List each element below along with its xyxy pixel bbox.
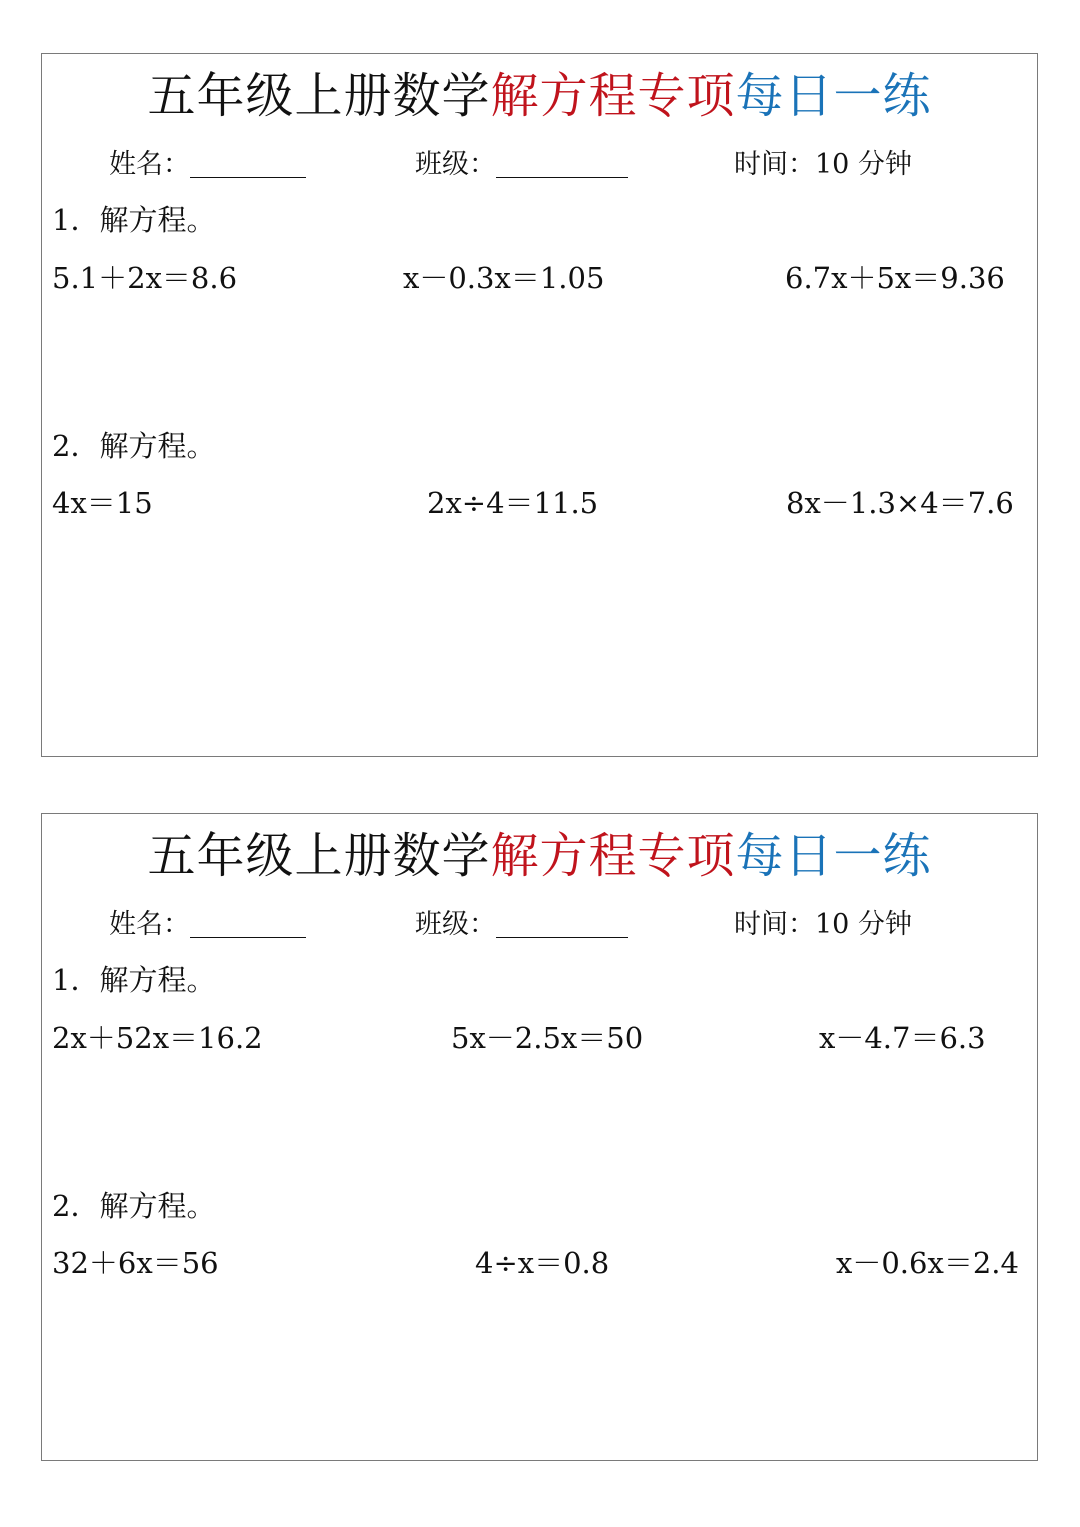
equation: x－0.3x＝1.05 xyxy=(403,261,605,295)
class-blank-line[interactable] xyxy=(496,911,628,938)
worksheet-card-1 xyxy=(41,53,1038,757)
equation: 6.7x＋5x＝9.36 xyxy=(785,261,1005,295)
equation: 5x－2.5x＝50 xyxy=(451,1021,644,1055)
title-part-daily: 每日一练 xyxy=(735,828,932,884)
class-label: 班级： xyxy=(415,909,496,940)
equation: 32＋6x＝56 xyxy=(52,1246,219,1280)
time-value: 10 分钟 xyxy=(815,909,912,940)
class-field[interactable] xyxy=(415,908,628,942)
equation: 5.1＋2x＝8.6 xyxy=(52,261,238,295)
name-label: 姓名： xyxy=(109,909,190,940)
section-heading-2: 2．解方程。 xyxy=(52,429,216,463)
time-label: 时间： xyxy=(734,909,815,940)
time-info xyxy=(734,908,912,942)
equation: 2x＋52x＝16.2 xyxy=(52,1021,263,1055)
equation: x－4.7＝6.3 xyxy=(819,1021,986,1055)
title-part-topic: 解方程专项 xyxy=(490,68,736,124)
title-part-grade: 五年级上册数学 xyxy=(147,828,491,884)
class-label: 班级： xyxy=(415,149,496,180)
name-label: 姓名： xyxy=(109,149,190,180)
title-part-grade: 五年级上册数学 xyxy=(147,68,491,124)
equation: 8x－1.3×4＝7.6 xyxy=(786,486,1014,520)
time-info xyxy=(734,148,912,182)
worksheet-title xyxy=(42,828,1037,884)
time-label: 时间： xyxy=(734,149,815,180)
student-info-row xyxy=(42,148,1037,188)
section-heading-2: 2．解方程。 xyxy=(52,1189,216,1223)
title-part-daily: 每日一练 xyxy=(735,68,932,124)
section-heading-1: 1．解方程。 xyxy=(52,203,216,237)
worksheet-card-2 xyxy=(41,813,1038,1461)
name-field[interactable] xyxy=(109,148,306,182)
equation: 4x＝15 xyxy=(52,486,153,520)
title-part-topic: 解方程专项 xyxy=(490,828,736,884)
name-blank-line[interactable] xyxy=(190,151,306,178)
equation: x－0.6x＝2.4 xyxy=(836,1246,1019,1280)
equation: 4÷x＝0.8 xyxy=(475,1246,610,1280)
section-heading-1: 1．解方程。 xyxy=(52,963,216,997)
class-blank-line[interactable] xyxy=(496,151,628,178)
worksheet-title xyxy=(42,68,1037,124)
time-value: 10 分钟 xyxy=(815,149,912,180)
class-field[interactable] xyxy=(415,148,628,182)
equation: 2x÷4＝11.5 xyxy=(427,486,599,520)
student-info-row xyxy=(42,908,1037,948)
name-blank-line[interactable] xyxy=(190,911,306,938)
name-field[interactable] xyxy=(109,908,306,942)
